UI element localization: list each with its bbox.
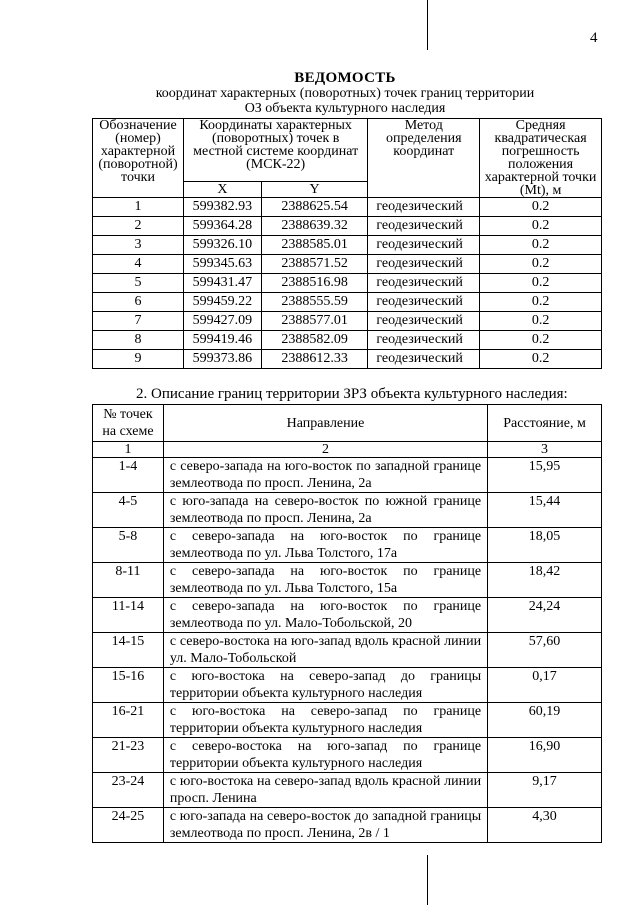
coordinate-x: 599431.47 <box>183 274 261 293</box>
column-number-3: 3 <box>488 442 602 458</box>
segment-distance: 18,05 <box>488 528 602 563</box>
method: геодезический <box>368 198 480 217</box>
error-value: 0.2 <box>480 350 602 369</box>
point-number: 7 <box>93 312 184 331</box>
boundary-row <box>93 598 602 633</box>
method: геодезический <box>368 217 480 236</box>
segment-points: 23-24 <box>93 773 164 808</box>
column-number-2: 2 <box>163 442 487 458</box>
header-y: Y <box>261 181 368 197</box>
error-value: 0.2 <box>480 255 602 274</box>
segment-points: 11-14 <box>93 598 164 633</box>
coordinate-x: 599382.93 <box>183 198 261 217</box>
method: геодезический <box>368 350 480 369</box>
header-direction: Направление <box>163 405 487 442</box>
error-value: 0.2 <box>480 236 602 255</box>
coordinates-row <box>93 274 602 293</box>
document-subtitle-object: ОЗ объекта культурного наследия <box>244 101 446 116</box>
coordinates-row <box>93 255 602 274</box>
error-value: 0.2 <box>480 293 602 312</box>
method: геодезический <box>368 293 480 312</box>
segment-distance: 18,42 <box>488 563 602 598</box>
segment-points: 14-15 <box>93 633 164 668</box>
point-number: 1 <box>93 198 184 217</box>
segment-points: 16-21 <box>93 703 164 738</box>
coordinate-x: 599459.22 <box>183 293 261 312</box>
header-error: Средняя квадратическая погрешность положения характерной точки (Mt), м <box>480 119 602 198</box>
coordinate-x: 599427.09 <box>183 312 261 331</box>
segment-distance: 57,60 <box>488 633 602 668</box>
method: геодезический <box>368 236 480 255</box>
segment-direction: с северо-востока на юго-запад по границе территории объекта культурного наследия <box>163 738 487 773</box>
coordinate-x: 599364.28 <box>183 217 261 236</box>
coordinate-y: 2388639.32 <box>261 217 368 236</box>
segment-direction: с северо-запада на юго-восток по западной границе землеотвода по просп. Ленина, 2а <box>163 458 487 493</box>
point-number: 3 <box>93 236 184 255</box>
point-number: 8 <box>93 331 184 350</box>
boundary-row <box>93 528 602 563</box>
segment-distance: 24,24 <box>488 598 602 633</box>
point-number: 9 <box>93 350 184 369</box>
error-value: 0.2 <box>480 312 602 331</box>
error-value: 0.2 <box>480 274 602 293</box>
boundary-description-table <box>92 404 602 843</box>
coordinates-row <box>93 312 602 331</box>
boundary-row <box>93 458 602 493</box>
segment-distance: 0,17 <box>488 668 602 703</box>
coordinate-x: 599326.10 <box>183 236 261 255</box>
boundary-row <box>93 633 602 668</box>
segment-distance: 15,95 <box>488 458 602 493</box>
segment-distance: 15,44 <box>488 493 602 528</box>
boundary-row <box>93 493 602 528</box>
method: геодезический <box>368 274 480 293</box>
error-value: 0.2 <box>480 198 602 217</box>
header-method: Метод определения координат <box>368 119 480 198</box>
coordinate-x: 599419.46 <box>183 331 261 350</box>
segment-distance: 16,90 <box>488 738 602 773</box>
segment-points: 1-4 <box>93 458 164 493</box>
segment-direction: с юго-востока на северо-запад до границы территории объекта культурного наследия <box>163 668 487 703</box>
header-point-number: Обозначение (номер) характерной (поворотной) точки <box>93 119 184 198</box>
header-distance: Расстояние, м <box>488 405 602 442</box>
segment-direction: с юго-востока на северо-запад вдоль красной линии просп. Ленина <box>163 773 487 808</box>
coordinate-y: 2388555.59 <box>261 293 368 312</box>
boundary-row <box>93 668 602 703</box>
column-number-1: 1 <box>93 442 164 458</box>
coordinates-row <box>93 331 602 350</box>
coordinate-y: 2388577.01 <box>261 312 368 331</box>
method: геодезический <box>368 312 480 331</box>
header-x: X <box>183 181 261 197</box>
segment-points: 4-5 <box>93 493 164 528</box>
page-number: 4 <box>590 30 598 46</box>
segment-points: 24-25 <box>93 808 164 843</box>
fold-line-bottom <box>427 855 428 905</box>
boundary-row <box>93 738 602 773</box>
section-2-title: 2. Описание границ территории ЗРЗ объекта культурного наследия: <box>136 386 568 402</box>
coordinates-row <box>93 198 602 217</box>
boundary-row <box>93 563 602 598</box>
coordinate-x: 599345.63 <box>183 255 261 274</box>
coordinates-row <box>93 350 602 369</box>
title-block <box>60 71 630 116</box>
coordinate-y: 2388612.33 <box>261 350 368 369</box>
point-number: 2 <box>93 217 184 236</box>
segment-distance: 60,19 <box>488 703 602 738</box>
segment-points: 15-16 <box>93 668 164 703</box>
method: геодезический <box>368 255 480 274</box>
coordinate-y: 2388571.52 <box>261 255 368 274</box>
boundary-row <box>93 773 602 808</box>
point-number: 6 <box>93 293 184 312</box>
coordinates-table <box>92 118 602 369</box>
boundary-row <box>93 703 602 738</box>
segment-distance: 4,30 <box>488 808 602 843</box>
document-title: ВЕДОМОСТЬ <box>294 70 396 86</box>
coordinate-y: 2388582.09 <box>261 331 368 350</box>
coordinates-row <box>93 236 602 255</box>
error-value: 0.2 <box>480 331 602 350</box>
segment-points: 5-8 <box>93 528 164 563</box>
segment-distance: 9,17 <box>488 773 602 808</box>
fold-line-top <box>427 0 428 50</box>
coordinate-y: 2388585.01 <box>261 236 368 255</box>
method: геодезический <box>368 331 480 350</box>
error-value: 0.2 <box>480 217 602 236</box>
point-number: 5 <box>93 274 184 293</box>
point-number: 4 <box>93 255 184 274</box>
coordinate-y: 2388625.54 <box>261 198 368 217</box>
segment-points: 21-23 <box>93 738 164 773</box>
segment-direction: с северо-запада на юго-восток по границе землеотвода по ул. Мало-Тобольской, 20 <box>163 598 487 633</box>
segment-direction: с северо-запада на юго-восток по границе землеотвода по ул. Льва Толстого, 17а <box>163 528 487 563</box>
coordinates-row <box>93 293 602 312</box>
segment-direction: с северо-запада на юго-восток по границе землеотвода по ул. Льва Толстого, 15а <box>163 563 487 598</box>
segment-direction: с юго-востока на северо-запад по границе территории объекта культурного наследия <box>163 703 487 738</box>
coordinate-x: 599373.86 <box>183 350 261 369</box>
segment-direction: с северо-востока на юго-запад вдоль красной линии ул. Мало-Тобольской <box>163 633 487 668</box>
segment-direction: с юго-запада на северо-восток до западной границы землеотвода по просп. Ленина, 2в / 1 <box>163 808 487 843</box>
segment-points: 8-11 <box>93 563 164 598</box>
document-subtitle: координат характерных (поворотных) точек границ территории <box>155 86 535 101</box>
boundary-row <box>93 808 602 843</box>
coordinates-row <box>93 217 602 236</box>
header-coordinates: Координаты характерных (поворотных) точек в местной системе координат (МСК-22) <box>183 119 367 182</box>
header-points: № точек на схеме <box>93 405 164 442</box>
segment-direction: с юго-запада на северо-восток по южной границе землеотвода по просп. Ленина, 2а <box>163 493 487 528</box>
coordinate-y: 2388516.98 <box>261 274 368 293</box>
